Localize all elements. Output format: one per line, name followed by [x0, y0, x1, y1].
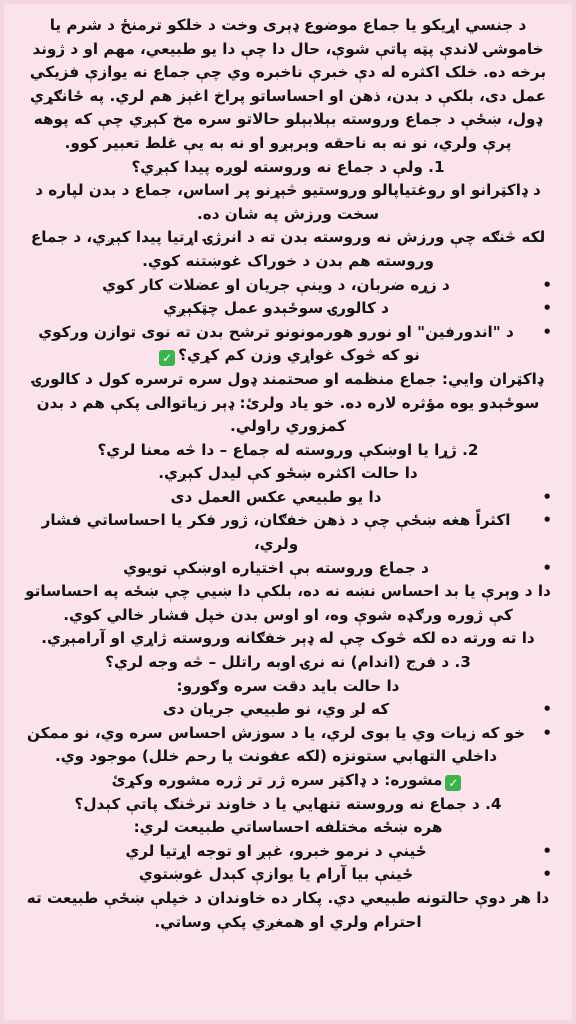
section-4-paragraph-2: دا هر دوې حالتونه طبیعي دي. پکار ده خاوندان د خپلې ښځې طبیعت ته احترام ولري او همغږي پکې وساتي. [26, 888, 550, 931]
list-item: • د زړه ضربان، د وینې جریان او عضلات کار کوي [18, 274, 558, 298]
section-3-paragraph-1: دا حالت باید دقت سره وګورو: [176, 676, 400, 695]
intro-paragraph: د جنسي اړیکو یا جماع موضوع ډېری وخت د خلکو ترمنځ د شرم یا خاموشۍ لاندې پټه پاتې شوې، حال دا چې دا یو طبیعي، مهم او د ژوند برخه ده. خلک اکثره له دې خبرې ناخبره وي چې جماع نه یوازې فزیکي عمل دی، بلکې د بدن، ذهن او احساساتو پراخ اغېز هم لري. په ځانګړي ډول، ښځې د جماع وروسته بېلابېلو حالاتو سره مخ کېږي چې که پوهه پرې ولري، نو نه به ناحقه وېرېږو او نه به یې غلط تعبیر کوو. [29, 16, 547, 152]
section-3-check-text: مشوره: د ډاکټر سره ژر تر ژره مشوره وکړئ [111, 771, 443, 789]
section-4-list [18, 840, 558, 887]
section-1-list [18, 274, 558, 345]
section-4-paragraph-1: هره ښځه مختلفه احساساتي طبیعت لري: [133, 818, 443, 837]
section-2-paragraph-1: دا حالت اکثره ښځو کې لیدل کېږي. [158, 464, 418, 483]
section-1-paragraph-2: لکه څنګه چې ورزش نه وروسته بدن ته د انرژۍ اړتیا پیدا کېږي، د جماع وروسته هم بدن د خوراک غوښتنه کوي. [30, 228, 546, 270]
white-check-mark-icon: ✓ [159, 350, 175, 366]
section-2-list [18, 486, 558, 580]
section-1-heading: 1. ولې د جماع نه وروسته لوږه پیدا کېږي؟ [131, 157, 445, 176]
section-2-heading: 2. ژړا یا اوښکې وروسته له جماع – دا څه معنا لري؟ [97, 440, 479, 459]
section-4-heading: 4. د جماع نه وروسته تنهایي یا د خاوند ترڅنګ پاتې کېدل؟ [74, 794, 502, 813]
section-1-check-note [18, 344, 558, 368]
section-1-paragraph-1: د ډاکټرانو او روغتیاپالو وروستیو څېړنو پر اساس، جماع د بدن لپاره د سخت ورزش په شان ده. [35, 181, 541, 223]
list-item: • د کالورۍ سوځېدو عمل چټکېږي [18, 297, 558, 321]
section-1-check-text: نو که څوک غواړي وزن کم کړي؟ [178, 346, 420, 365]
list-item: • دا یو طبیعي عکس العمل دی [18, 486, 558, 510]
section-3-list [18, 698, 558, 769]
list-item: • ځینې د نرمو خبرو، غېږ او توجه اړتیا لري [18, 840, 558, 864]
section-1-paragraph-3: ډاکټران وایي: جماع منظمه او صحتمند ډول سره ترسره کول د کالورۍ سوځېدو یوه مؤثره لاره ده. خو یاد ولرئ: ډېر زیاتوالی پکې هم د بدن کمزوري راولي. [32, 369, 544, 436]
section-3-heading: 3. د فرج (اندام) نه نرۍ اوبه راتلل – څه وجه لري؟ [105, 653, 471, 672]
list-item: • اکثراً هغه ښځې چې د ذهن خفګان، ژور فکر یا احساساتي فشار ولري، [18, 509, 558, 556]
list-item: • خو که زیات وي یا بوی لري، یا د سوزش احساس سره وي، نو ممکن داخلي التهابي ستونزه (لکه عفونت یا رحم خلل) موجود وي. [18, 722, 558, 769]
section-3-check-note [18, 769, 558, 793]
section-2-paragraph-2: دا د وېرې یا بد احساس نښه نه ده، بلکې دا ښیي چې ښځه په احساساتو کې ژوره ورګډه شوې وه، او اوس بدن خپل فشار خالي کوي. [25, 582, 551, 624]
list-item: • د جماع وروسته بې اختیاره اوښکې تویوي [18, 557, 558, 581]
white-check-mark-icon: ✓ [445, 775, 461, 791]
list-item: • ځینې بیا آرام یا یوازې کېدل غوښتوي [18, 863, 558, 887]
list-item: • د "اندورفین" او نورو هورمونونو ترشح بدن ته نوی توازن ورکوي [18, 321, 558, 345]
list-item: • که لږ وي، نو طبیعي جریان دی [18, 698, 558, 722]
article [4, 4, 572, 934]
section-2-paragraph-3: دا ته ورته ده لکه څوک چې له ډېر خفګانه وروسته ژاړي او آرامېږي. [41, 629, 535, 648]
